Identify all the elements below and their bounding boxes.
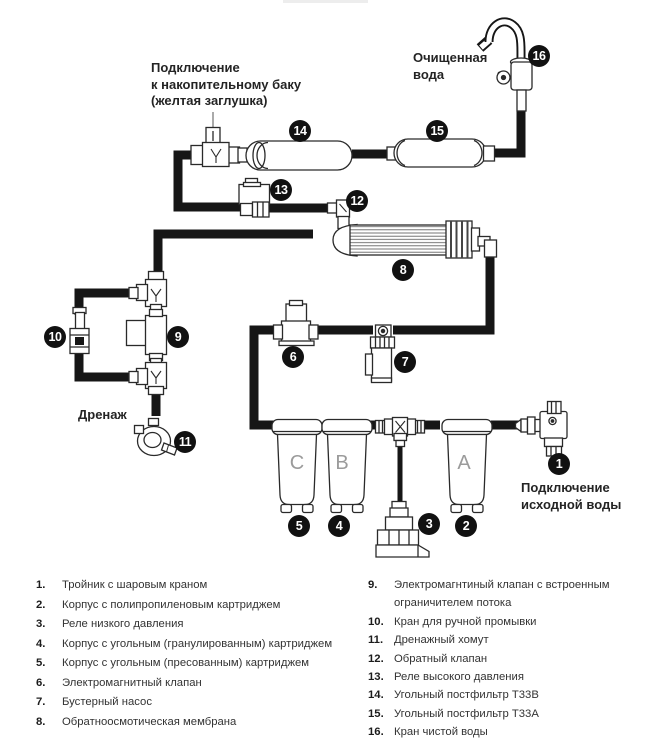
- label-clean-line2: вода: [413, 66, 445, 82]
- legend-num: 3.: [36, 618, 46, 630]
- badge-10: 10: [44, 326, 66, 348]
- legend-text: Дренажный хомут: [394, 634, 489, 647]
- badge-4: 4: [328, 515, 350, 537]
- tee-fitting-relay3: [376, 418, 425, 447]
- legend-text: Кран для ручной промывки: [394, 615, 537, 628]
- badge-13: 13: [270, 179, 292, 201]
- badge-2: 2: [455, 515, 477, 537]
- legend-item-8: [36, 713, 366, 733]
- inlet-ball-valve-tee: [516, 402, 568, 457]
- legend-num: 8.: [36, 715, 46, 728]
- legend-item-6: [36, 674, 366, 694]
- legend-num: 2.: [36, 598, 46, 611]
- carbon-postfilter-t33a: [387, 139, 495, 167]
- legend-text: Электромагнитный клапан: [62, 676, 202, 689]
- tube-valve6-to-filterC: [254, 330, 282, 425]
- legend-text: Угольный постфильтр Т33В: [394, 689, 539, 702]
- legend-num: 13.: [368, 671, 384, 684]
- legend-item-13: [368, 668, 638, 686]
- legend-column-left: [36, 576, 366, 732]
- solenoid-valve-flow-restrictor: [127, 305, 167, 365]
- legend-text: Кран чистой воды: [394, 726, 488, 739]
- badge-7: 7: [394, 351, 416, 373]
- badge-12: 12: [346, 190, 368, 212]
- legend-item-11: [368, 631, 638, 649]
- legend-text: Электромагнтиный клапан с встроенным ограничителем потока: [394, 579, 610, 610]
- label-source-water: [521, 480, 621, 513]
- label-tank-line2: к накопительному баку: [151, 76, 302, 92]
- legend-num: 4.: [36, 637, 46, 650]
- label-drain: Дренаж: [78, 407, 127, 422]
- label-tank-connection: [151, 60, 301, 110]
- legend-text: Обратноосмотическая мембрана: [62, 715, 237, 728]
- legend-text: Тройник с шаровым краном: [62, 579, 208, 591]
- badge-9: 9: [167, 326, 189, 348]
- drain-tee-lower: [129, 363, 167, 395]
- badge-6: 6: [282, 346, 304, 368]
- legend-item-7: [36, 693, 366, 713]
- legend-num: 16.: [368, 726, 384, 739]
- legend-text: Корпус с угольным (пресованным) картриджем: [62, 657, 310, 669]
- high-pressure-relay: [239, 179, 270, 218]
- legend-item-4: [36, 635, 366, 655]
- filter-letter-c: C: [289, 452, 305, 474]
- filter-letter-a: A: [457, 452, 471, 474]
- legend-text: Реле высокого давления: [394, 671, 524, 684]
- drain-clamp: [135, 419, 178, 456]
- legend-num: 14.: [368, 689, 384, 702]
- legend-num: 10.: [368, 615, 384, 628]
- badge-11: 11: [174, 431, 196, 453]
- page-edge-artifact: [283, 0, 368, 3]
- tank-connection-tee: [191, 112, 240, 167]
- legend-item-9: [368, 576, 638, 613]
- legend-num: 12.: [368, 652, 384, 665]
- legend-item-16: [368, 723, 638, 741]
- label-clean-line1: Очищенная: [413, 50, 488, 65]
- manual-flush-valve: [70, 308, 89, 354]
- legend-text: Бустерный насос: [62, 696, 152, 708]
- legend-item-14: [368, 686, 638, 704]
- legend-text: Корпус с угольным (гранулированным) картриджем: [62, 637, 333, 650]
- legend-item-15: [368, 705, 638, 723]
- legend-item-2: [36, 596, 366, 616]
- legend-text: Угольный постфильтр Т33А: [394, 707, 539, 720]
- legend-text: Корпус с полипропиленовым картриджем: [62, 598, 281, 611]
- solenoid-valve: [274, 301, 319, 346]
- label-clean-water: [413, 50, 487, 83]
- label-source-line1: Подключение: [521, 480, 610, 495]
- legend-num: 6.: [36, 676, 46, 689]
- legend-num: 5.: [36, 657, 46, 669]
- legend-num: 7.: [36, 696, 46, 708]
- drain-tee-upper: [129, 272, 167, 307]
- legend-item-12: [368, 650, 638, 668]
- legend-text: Обратный клапан: [394, 652, 488, 665]
- legend-num: 11.: [368, 634, 384, 647]
- carbon-postfilter-t33b: [238, 141, 352, 170]
- badge-8: 8: [392, 259, 414, 281]
- legend-num: 1.: [36, 579, 46, 591]
- label-source-line2: исходной воды: [521, 496, 622, 512]
- legend-item-5: [36, 654, 366, 674]
- label-tank-line3: (желтая заглушка): [151, 93, 268, 108]
- label-tank-line1: Подключение: [151, 60, 240, 75]
- badge-5: 5: [288, 515, 310, 537]
- tube-membrane-to-drain-tee: [158, 234, 313, 278]
- badge-3: 3: [418, 513, 440, 535]
- legend-text: Реле низкого давления: [62, 618, 184, 630]
- legend-num: 9.: [368, 579, 378, 591]
- legend-num: 15.: [368, 707, 384, 720]
- filter-letter-b: B: [335, 452, 349, 474]
- legend-item-3: [36, 615, 366, 635]
- legend-item-1: [36, 576, 366, 596]
- legend-column-right: [368, 576, 638, 742]
- badge-14: 14: [289, 120, 311, 142]
- clean-water-faucet: [480, 22, 532, 111]
- badge-15: 15: [426, 120, 448, 142]
- badge-16: 16: [528, 45, 550, 67]
- legend-item-10: [368, 613, 638, 631]
- badge-1: 1: [548, 453, 570, 475]
- ro-membrane: [333, 221, 497, 258]
